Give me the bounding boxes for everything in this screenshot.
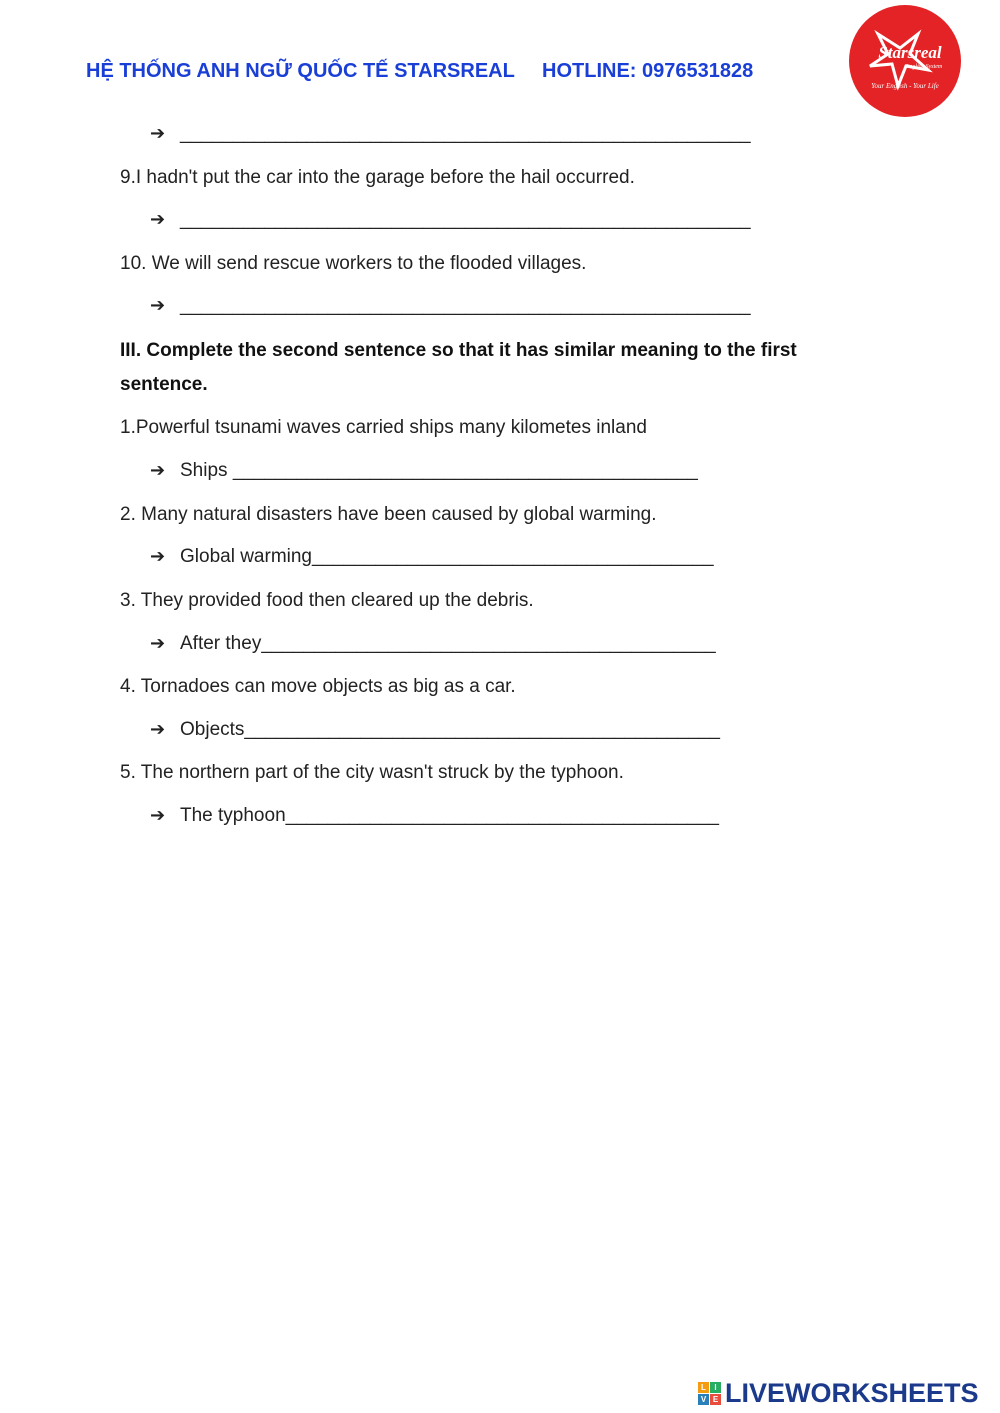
answer-prefix: Ships <box>180 460 233 481</box>
answer-line-iii-2[interactable] <box>150 545 714 569</box>
answer-line-8[interactable] <box>150 122 751 146</box>
answer-line-iii-1[interactable] <box>150 459 698 483</box>
question-iii-5: 5. The northern part of the city wasn't struck by the typhoon. <box>120 762 624 783</box>
arrow-icon: ➔ <box>150 633 166 654</box>
question-iii-1: 1.Powerful tsunami waves carried ships many kilometes inland <box>120 417 647 438</box>
arrow-icon: ➔ <box>150 295 166 316</box>
starsreal-logo <box>848 4 962 118</box>
logo-slogan: Your English - Your Life <box>871 82 939 90</box>
header-title: HỆ THỐNG ANH NGỮ QUỐC TẾ STARSREAL <box>86 60 515 82</box>
section-iii-instruction-line1: III. Complete the second sentence so that it has similar meaning to the first <box>120 340 797 361</box>
lw-icon-tile: V <box>698 1394 709 1405</box>
answer-line-ii-9[interactable] <box>150 208 751 232</box>
arrow-icon: ➔ <box>150 123 166 144</box>
section-iii-instruction-line2: sentence. <box>120 374 208 395</box>
arrow-icon: ➔ <box>150 546 166 567</box>
question-ii-9: 9.I hadn't put the car into the garage before the hail occurred. <box>120 167 635 188</box>
header-hotline: HOTLINE: 0976531828 <box>542 60 754 82</box>
logo-sub: English System <box>905 64 943 70</box>
question-iii-4: 4. Tornadoes can move objects as big as a car. <box>120 676 516 697</box>
liveworksheets-icon <box>698 1382 721 1405</box>
answer-blank[interactable]: ____________________________________________ <box>232 460 698 481</box>
page-header <box>86 60 753 83</box>
answer-blank[interactable]: ______________________________________________________ <box>180 123 751 144</box>
answer-blank[interactable]: ___________________________________________ <box>261 633 716 654</box>
answer-prefix: After they <box>180 633 262 654</box>
logo-brand: Starsreal <box>878 43 942 62</box>
question-iii-2: 2. Many natural disasters have been caused by global warming. <box>120 504 657 525</box>
answer-blank[interactable]: ______________________________________________________ <box>180 295 751 316</box>
answer-blank[interactable]: _____________________________________________ <box>244 719 720 740</box>
answer-prefix: Global warming <box>180 546 312 567</box>
question-ii-10: 10. We will send rescue workers to the flooded villages. <box>120 253 587 274</box>
answer-prefix: The typhoon <box>180 805 286 826</box>
answer-line-iii-5[interactable] <box>150 804 719 828</box>
arrow-icon: ➔ <box>150 719 166 740</box>
arrow-icon: ➔ <box>150 460 166 481</box>
answer-prefix: Objects <box>180 719 245 740</box>
answer-blank[interactable]: ______________________________________ <box>312 546 714 567</box>
lw-icon-tile: L <box>698 1382 709 1393</box>
answer-line-ii-10[interactable] <box>150 294 751 318</box>
answer-line-iii-3[interactable] <box>150 632 716 656</box>
liveworksheets-watermark <box>698 1378 979 1409</box>
answer-blank[interactable]: ______________________________________________________ <box>180 209 751 230</box>
lw-icon-tile: I <box>710 1382 721 1393</box>
question-iii-3: 3. They provided food then cleared up the debris. <box>120 590 534 611</box>
answer-blank[interactable]: _________________________________________ <box>285 805 719 826</box>
answer-line-iii-4[interactable] <box>150 718 720 742</box>
arrow-icon: ➔ <box>150 805 166 826</box>
arrow-icon: ➔ <box>150 209 166 230</box>
lw-icon-tile: E <box>710 1394 721 1405</box>
liveworksheets-brand: LIVEWORKSHEETS <box>725 1378 979 1408</box>
